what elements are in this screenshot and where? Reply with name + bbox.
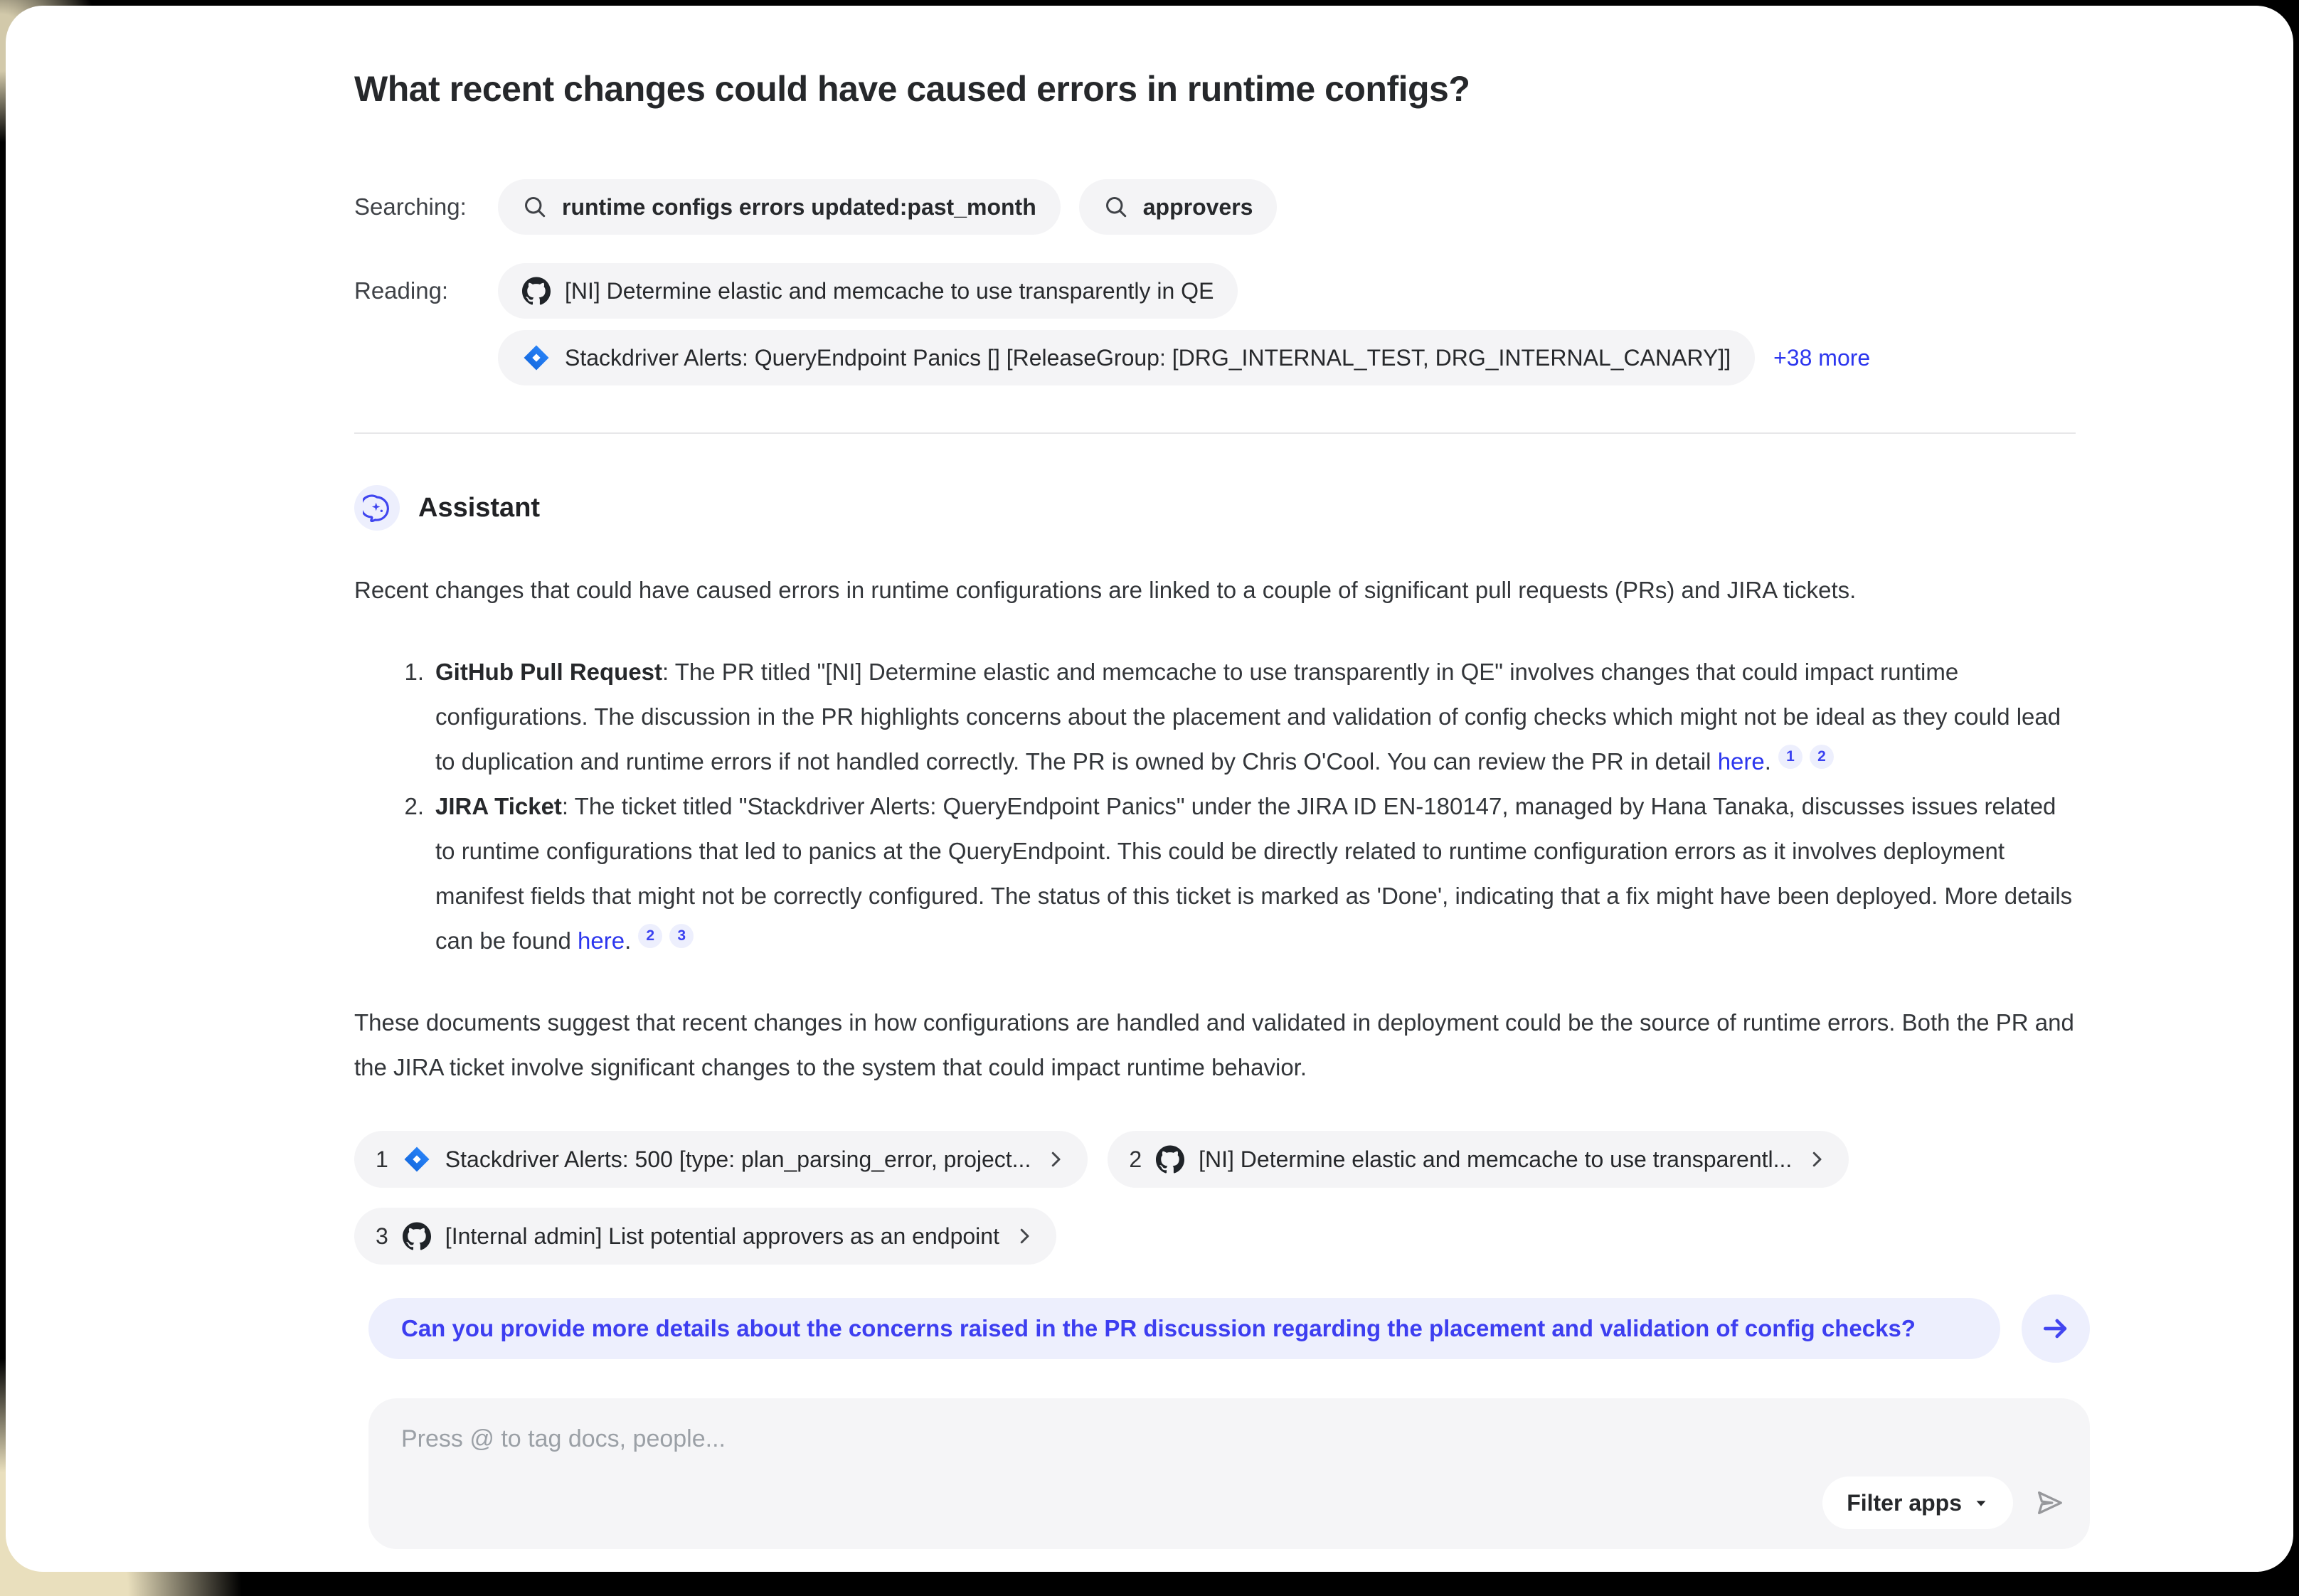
answer-list — [354, 649, 2076, 963]
list-item — [391, 784, 2076, 963]
list-item-text: : The PR titled "[NI] Determine elastic and memcache to use transparently in QE" involves changes that could impact runtime configurations. The discussion in the PR highlights concerns about the placement and validation of config checks which might not be ideal as they could lead to duplication and runtime errors if not handled correctly. The PR is owned by Chris O'Cool. You can review the PR in detail — [435, 659, 2061, 775]
list-item-period: . — [1764, 748, 1771, 775]
assistant-outro: These documents suggest that recent changes in how configurations are handled and validated in deployment could be the source of runtime errors. Both the PR and the JIRA ticket involve significant changes to the system that could impact runtime behavior. — [354, 1009, 2074, 1080]
composer-controls — [1822, 1477, 2066, 1529]
reading-doc-chip[interactable] — [498, 263, 1238, 319]
list-item — [391, 649, 2076, 784]
citation-superscript[interactable]: 2 — [638, 924, 662, 948]
reading-doc-title: [NI] Determine elastic and memcache to use transparently in QE — [565, 277, 1214, 304]
main-panel — [6, 6, 2293, 1572]
composer — [368, 1398, 2090, 1549]
list-item-number: 1. — [404, 659, 424, 685]
followup-submit-button[interactable] — [2022, 1294, 2090, 1363]
assistant-label: Assistant — [418, 492, 541, 523]
github-icon — [403, 1222, 431, 1250]
chevron-right-icon — [1014, 1225, 1035, 1247]
reading-label: Reading: — [354, 277, 449, 304]
chevron-right-icon — [1045, 1149, 1066, 1170]
assistant-avatar — [354, 485, 400, 531]
filter-apps-label: Filter apps — [1847, 1489, 1962, 1516]
caret-down-icon — [1973, 1495, 1989, 1511]
search-icon — [522, 194, 548, 220]
search-icon — [1103, 194, 1129, 220]
citation-chip[interactable] — [354, 1208, 1056, 1265]
github-icon — [1156, 1145, 1184, 1174]
followup-suggestion-button[interactable] — [368, 1298, 2000, 1359]
citation-number: 1 — [376, 1146, 388, 1172]
jira-icon — [403, 1145, 431, 1174]
chevron-right-icon — [1806, 1149, 1827, 1170]
assistant-chat-sparkle-icon — [363, 494, 391, 522]
citation-title: [NI] Determine elastic and memcache to use transparentl... — [1199, 1146, 1793, 1172]
searching-row — [354, 179, 2076, 235]
citation-superscript[interactable]: 3 — [669, 924, 694, 948]
citation-chip[interactable] — [354, 1131, 1088, 1188]
citation-number: 3 — [376, 1223, 388, 1249]
list-item-number: 2. — [404, 793, 424, 819]
list-item-lead: GitHub Pull Request — [435, 659, 663, 685]
send-message-button[interactable] — [2033, 1486, 2066, 1519]
list-item-text: : The ticket titled "Stackdriver Alerts: QueryEndpoint Panics" under the JIRA ID EN-180147, managed by Hana Tanaka, discusses issues related to runtime configurations that led to panics at the QueryEndpoint. This could be directly related to runtime configuration errors as it involves deployment manifest fields that might not be correctly configured. The status of this ticket is marked as 'Done', indicating that a fix might have been deployed. More details can be found — [435, 793, 2073, 954]
citation-superscript[interactable]: 2 — [1810, 745, 1834, 769]
reading-doc-line — [498, 330, 1870, 385]
reading-row — [354, 263, 2076, 385]
github-icon — [522, 277, 551, 305]
list-item-lead: JIRA Ticket — [435, 793, 562, 819]
paper-plane-send-icon — [2033, 1486, 2066, 1519]
reading-doc-title: Stackdriver Alerts: QueryEndpoint Panics [] [ReleaseGroup: [DRG_INTERNAL_TEST, DRG_INTERNAL_CANARY]] — [565, 344, 1731, 371]
citation-title: Stackdriver Alerts: 500 [type: plan_parsing_error, project... — [445, 1146, 1031, 1172]
list-item-body — [435, 784, 2076, 963]
show-more-docs-link[interactable]: +38 more — [1773, 344, 1871, 371]
here-link[interactable]: here — [1717, 748, 1765, 775]
citation-number: 2 — [1129, 1146, 1142, 1172]
filter-apps-button[interactable] — [1822, 1477, 2013, 1529]
reading-doc-chip[interactable] — [498, 330, 1755, 385]
here-link[interactable]: here — [578, 927, 625, 954]
followup-text: Can you provide more details about the concerns raised in the PR discussion regarding the placement and validation of config checks? — [401, 1315, 1916, 1341]
search-query-text: runtime configs errors updated:past_month — [562, 193, 1036, 220]
followup-row — [354, 1294, 2090, 1363]
search-query-text: approvers — [1142, 193, 1253, 220]
search-query-chip[interactable] — [1079, 179, 1278, 235]
assistant-intro: Recent changes that could have caused errors in runtime configurations are linked to a couple of significant pull requests (PRs) and JIRA tickets. — [354, 577, 1857, 603]
section-divider — [354, 432, 2076, 434]
assistant-header — [354, 485, 2076, 531]
arrow-right-icon — [2040, 1313, 2071, 1344]
citation-title: [Internal admin] List potential approvers as an endpoint — [445, 1223, 999, 1249]
page-title: What recent changes could have caused errors in runtime configs? — [354, 69, 1470, 109]
searching-label: Searching: — [354, 193, 467, 220]
list-item-period: . — [625, 927, 632, 954]
citation-chip[interactable] — [1108, 1131, 1849, 1188]
citation-superscript[interactable]: 1 — [1778, 745, 1802, 769]
citation-chip-list — [354, 1131, 2076, 1265]
list-item-body — [435, 649, 2076, 784]
reading-doc-list — [498, 263, 1870, 385]
search-query-chip[interactable] — [498, 179, 1061, 235]
jira-icon — [522, 344, 551, 372]
